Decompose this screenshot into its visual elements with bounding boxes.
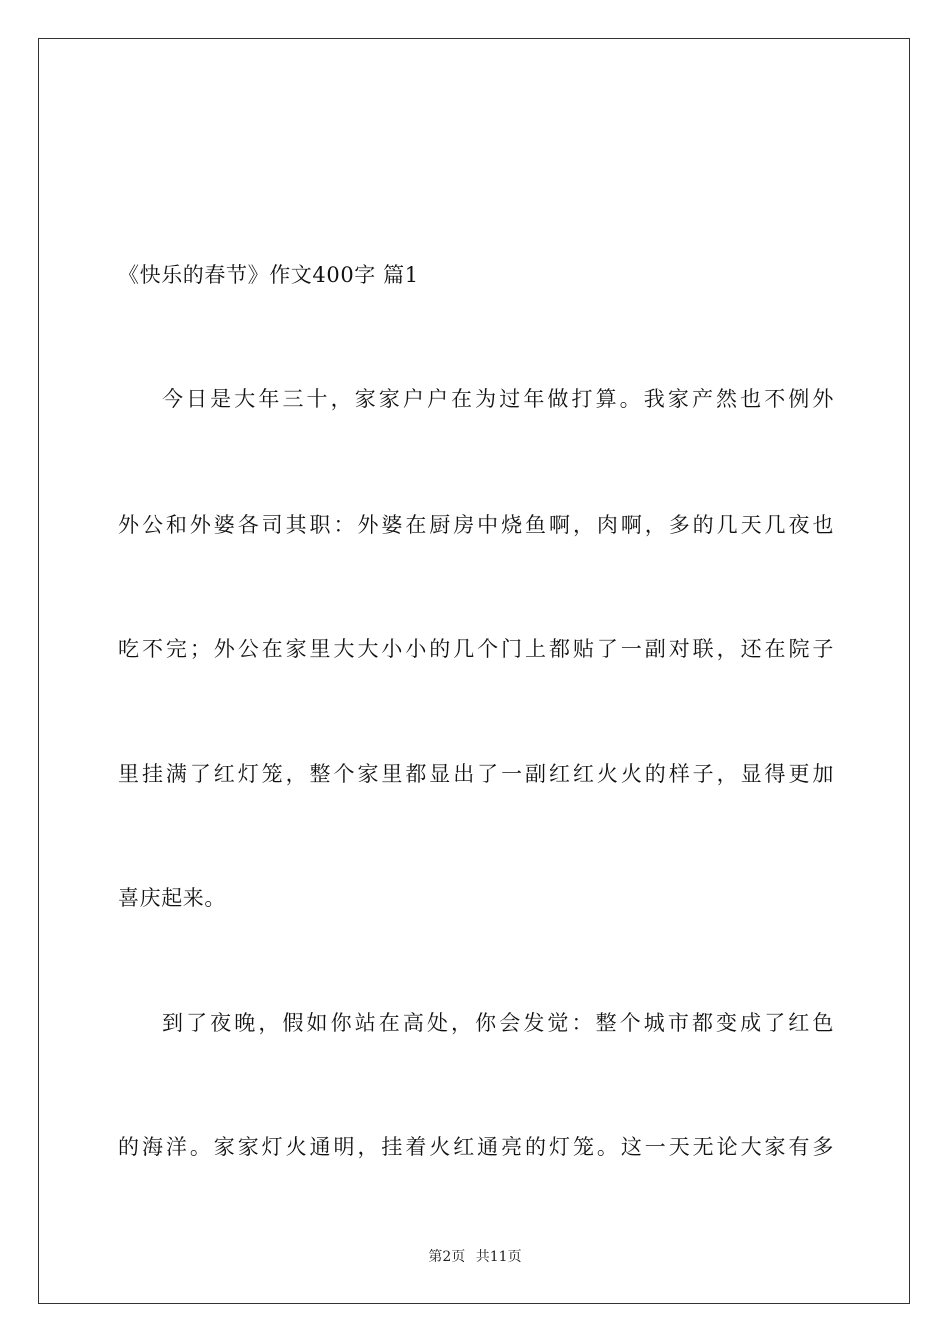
paragraph-2-line-1: 到了夜晚，假如你站在高处，你会发觉：整个城市都变成了红色: [162, 1011, 834, 1035]
paragraph-1-line-4: 里挂满了红灯笼，整个家里都显出了一副红红火火的样子，显得更加: [118, 762, 834, 786]
page-number: 第2页: [428, 1249, 466, 1265]
page-border: [38, 38, 910, 1304]
paragraph-1-line-1: 今日是大年三十，家家户户在为过年做打算。我家产然也不例外: [162, 387, 834, 411]
paragraph-2-line-2: 的海洋。家家灯火通明，挂着火红通亮的灯笼。这一天无论大家有多: [118, 1135, 834, 1159]
paragraph-1-line-3: 吃不完；外公在家里大大小小的几个门上都贴了一副对联，还在院子: [118, 637, 834, 661]
paragraph-1-line-5: 喜庆起来。: [118, 886, 226, 910]
total-pages: 共11页: [475, 1249, 522, 1265]
essay-title: 《快乐的春节》作文400字 篇1: [118, 263, 419, 287]
paragraph-1-line-2: 外公和外婆各司其职：外婆在厨房中烧鱼啊，肉啊，多的几天几夜也: [118, 513, 834, 537]
page-footer: [0, 1248, 950, 1266]
